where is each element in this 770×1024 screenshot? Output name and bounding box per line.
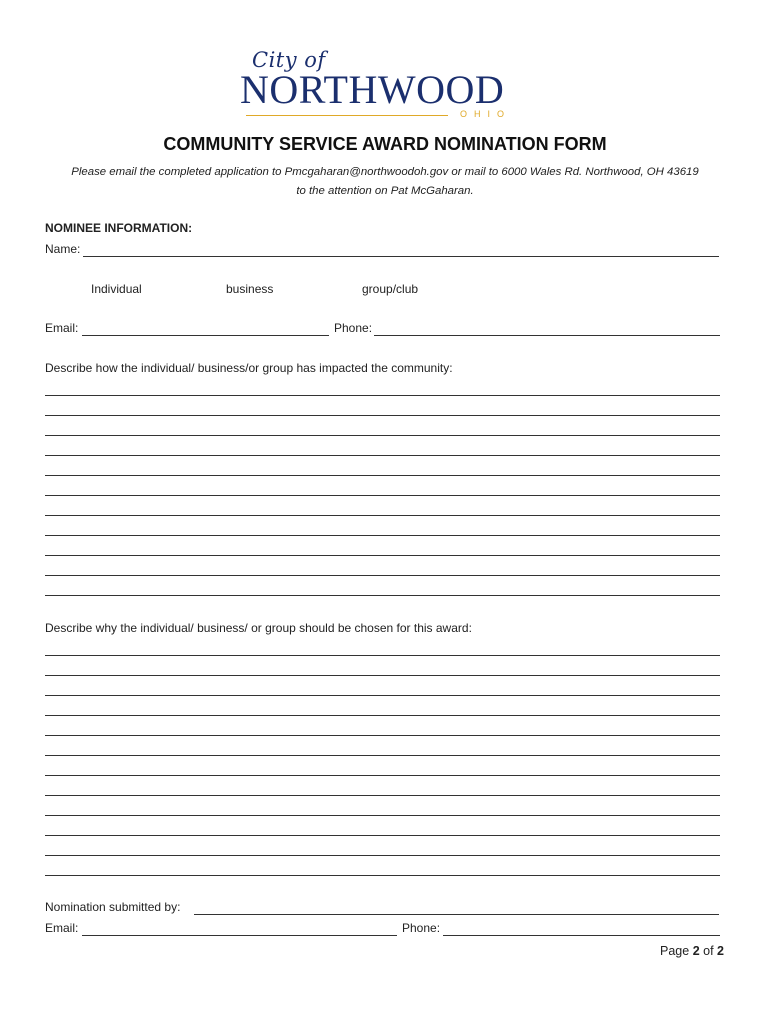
answer-line[interactable]	[45, 515, 720, 516]
option-individual[interactable]: Individual	[91, 282, 142, 296]
page-total: 2	[717, 944, 724, 958]
email-label: Email:	[45, 321, 79, 335]
page-number	[660, 944, 724, 958]
impact-question: Describe how the individual/ business/or group has impacted the community:	[45, 361, 453, 375]
answer-line[interactable]	[45, 795, 720, 796]
submitter-phone-field[interactable]	[443, 935, 720, 936]
answer-line[interactable]	[45, 395, 720, 396]
city-logo	[240, 48, 532, 124]
answer-line[interactable]	[45, 675, 720, 676]
answer-line[interactable]	[45, 735, 720, 736]
option-group-club[interactable]: group/club	[362, 282, 419, 296]
answer-line[interactable]	[45, 655, 720, 656]
name-field[interactable]	[83, 256, 719, 257]
submitted-by-label: Nomination submitted by:	[45, 900, 181, 914]
page-prefix: Page	[660, 944, 690, 958]
answer-line[interactable]	[45, 855, 720, 856]
page-of: of	[703, 944, 714, 958]
instructions-line-1: Please email the completed application to Pmcgaharan@northwoodoh.gov or mail to 6000 Wales Rd. Northwood, OH 43619	[71, 166, 699, 178]
form-title: COMMUNITY SERVICE AWARD NOMINATION FORM	[163, 134, 607, 154]
phone-label: Phone:	[334, 321, 373, 335]
page-current: 2	[692, 944, 700, 958]
answer-line[interactable]	[45, 595, 720, 596]
instructions-line-2: to the attention on Pat McGaharan.	[296, 185, 474, 197]
answer-line[interactable]	[45, 875, 720, 876]
answer-line[interactable]	[45, 695, 720, 696]
option-business[interactable]: business	[226, 282, 274, 296]
logo-sub-text: OHIO	[460, 109, 512, 119]
nominee-section-heading: NOMINEE INFORMATION:	[45, 221, 193, 235]
submitter-phone-label: Phone:	[402, 921, 441, 935]
why-question: Describe why the individual/ business/ or group should be chosen for this award:	[45, 621, 472, 635]
submitter-email-field[interactable]	[82, 935, 397, 936]
answer-line[interactable]	[45, 415, 720, 416]
answer-line[interactable]	[45, 535, 720, 536]
name-label: Name:	[45, 242, 81, 256]
answer-line[interactable]	[45, 455, 720, 456]
email-field[interactable]	[82, 335, 329, 336]
answer-line[interactable]	[45, 435, 720, 436]
submitter-email-label: Email:	[45, 921, 79, 935]
answer-line[interactable]	[45, 755, 720, 756]
answer-line[interactable]	[45, 555, 720, 556]
submitted-by-field[interactable]	[194, 914, 719, 915]
logo-divider	[246, 115, 448, 116]
answer-line[interactable]	[45, 495, 720, 496]
answer-line[interactable]	[45, 575, 720, 576]
logo-main-text: NORTHWOOD	[240, 67, 505, 112]
answer-line[interactable]	[45, 835, 720, 836]
phone-field[interactable]	[374, 335, 720, 336]
answer-line[interactable]	[45, 715, 720, 716]
logo-script-text: City of	[252, 48, 326, 72]
answer-line[interactable]	[45, 475, 720, 476]
answer-line[interactable]	[45, 815, 720, 816]
form-instructions	[40, 163, 730, 201]
answer-line[interactable]	[45, 775, 720, 776]
